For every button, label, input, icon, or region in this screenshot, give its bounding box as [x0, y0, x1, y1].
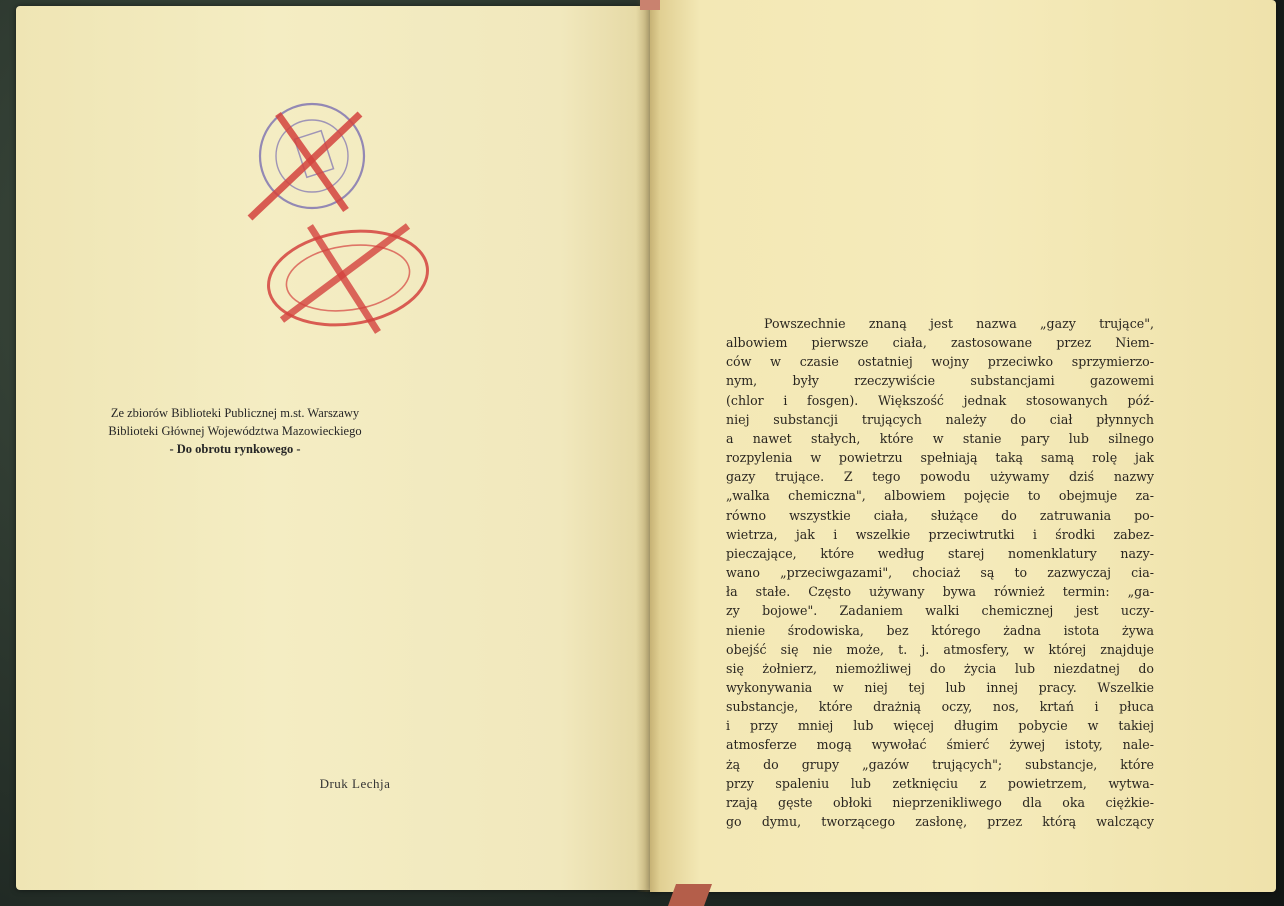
text-line: gazy trujące. Z tego powodu używamy dziś nazwy — [726, 469, 1154, 485]
text-line: go dymu, tworzącego zasłonę, przez którą walczący — [726, 814, 1154, 830]
text-line: się żołnierz, niemożliwej do życia lub niezdatnej do — [726, 660, 1154, 676]
ribbon-bookmark-top — [640, 0, 660, 10]
text-line: albowiem pierwsze ciała, zastosowane przez Niem- — [726, 335, 1154, 351]
library-stamp-red — [258, 220, 436, 340]
text-line: i przy mniej lub więcej długim pobycie w takiej — [726, 718, 1154, 734]
text-line: zy bojowe". Zadaniem walki chemicznej jest uczy- — [726, 603, 1154, 619]
body-text — [726, 314, 1154, 831]
text-line: ła stałe. Często używany bywa również termin: „ga- — [726, 584, 1154, 600]
book-gutter — [636, 0, 660, 892]
text-line: ców w czasie ostatniej wojny przeciwko sprzymierzo- — [726, 354, 1154, 370]
text-line: niej substancji trujących należy do ciał płynnych — [726, 411, 1154, 427]
text-line: obejść się nie może, t. j. atmosfery, w której znajduje — [726, 641, 1154, 657]
text-line: rozpylenia w powietrzu spełniają taką samą rolę jak — [726, 450, 1154, 466]
text-line: nienie środowiska, bez którego żadna istota żywa — [726, 622, 1154, 638]
library-stamp-violet — [240, 90, 380, 230]
text-line: rzają gęste obłoki nieprzenikliwego dla oka ciężkie- — [726, 794, 1154, 810]
text-line: wykonywania w niej tej lub innej pracy. Wszelkie — [726, 679, 1154, 695]
text-line: przy spaleniu lub zetknięciu z powietrzem, wytwa- — [726, 775, 1154, 791]
stamp-note-line-1: Ze zbiorów Biblioteki Publicznej m.st. Warszawy — [110, 406, 360, 420]
text-line: pieczające, które według starej nomenklatury nazy- — [726, 545, 1154, 561]
text-line: „walka chemiczna", albowiem pojęcie to obejmuje za- — [726, 488, 1154, 504]
stamp-note-line-2: Biblioteki Głównej Województwa Mazowieckiego — [108, 424, 362, 438]
text-line: wano „przeciwgazami", chociaż są to zazwyczaj cia- — [726, 565, 1154, 581]
text-line: a nawet stałych, które w stanie pary lub silnego — [726, 430, 1154, 446]
text-line: żą do grupy „gazów trujących"; substancje, które — [726, 756, 1154, 772]
text-line: wietrza, jak i wszelkie przeciwtrutki i środki zabez- — [726, 526, 1154, 542]
text-line: nym, były rzeczywiście substancjami gazowemi — [726, 373, 1154, 389]
printer-imprint: Druk Lechja — [319, 776, 391, 791]
collection-release-stamp — [100, 404, 370, 458]
text-line: substancje, które drażnią oczy, nos, krtań i płuca — [726, 699, 1154, 715]
text-line: (chlor i fosgen). Większość jednak stosowanych póź- — [726, 392, 1154, 408]
text-line: równo wszystkie ciała, służące do zatruwania po- — [726, 507, 1154, 523]
text-line: Powszechnie znaną jest nazwa „gazy trujące", — [764, 316, 1154, 331]
text-line: atmosferze mogą wywołać śmierć żywej istoty, nale- — [726, 737, 1154, 753]
stamp-note-line-3: - Do obrotu rynkowego - — [169, 442, 301, 456]
